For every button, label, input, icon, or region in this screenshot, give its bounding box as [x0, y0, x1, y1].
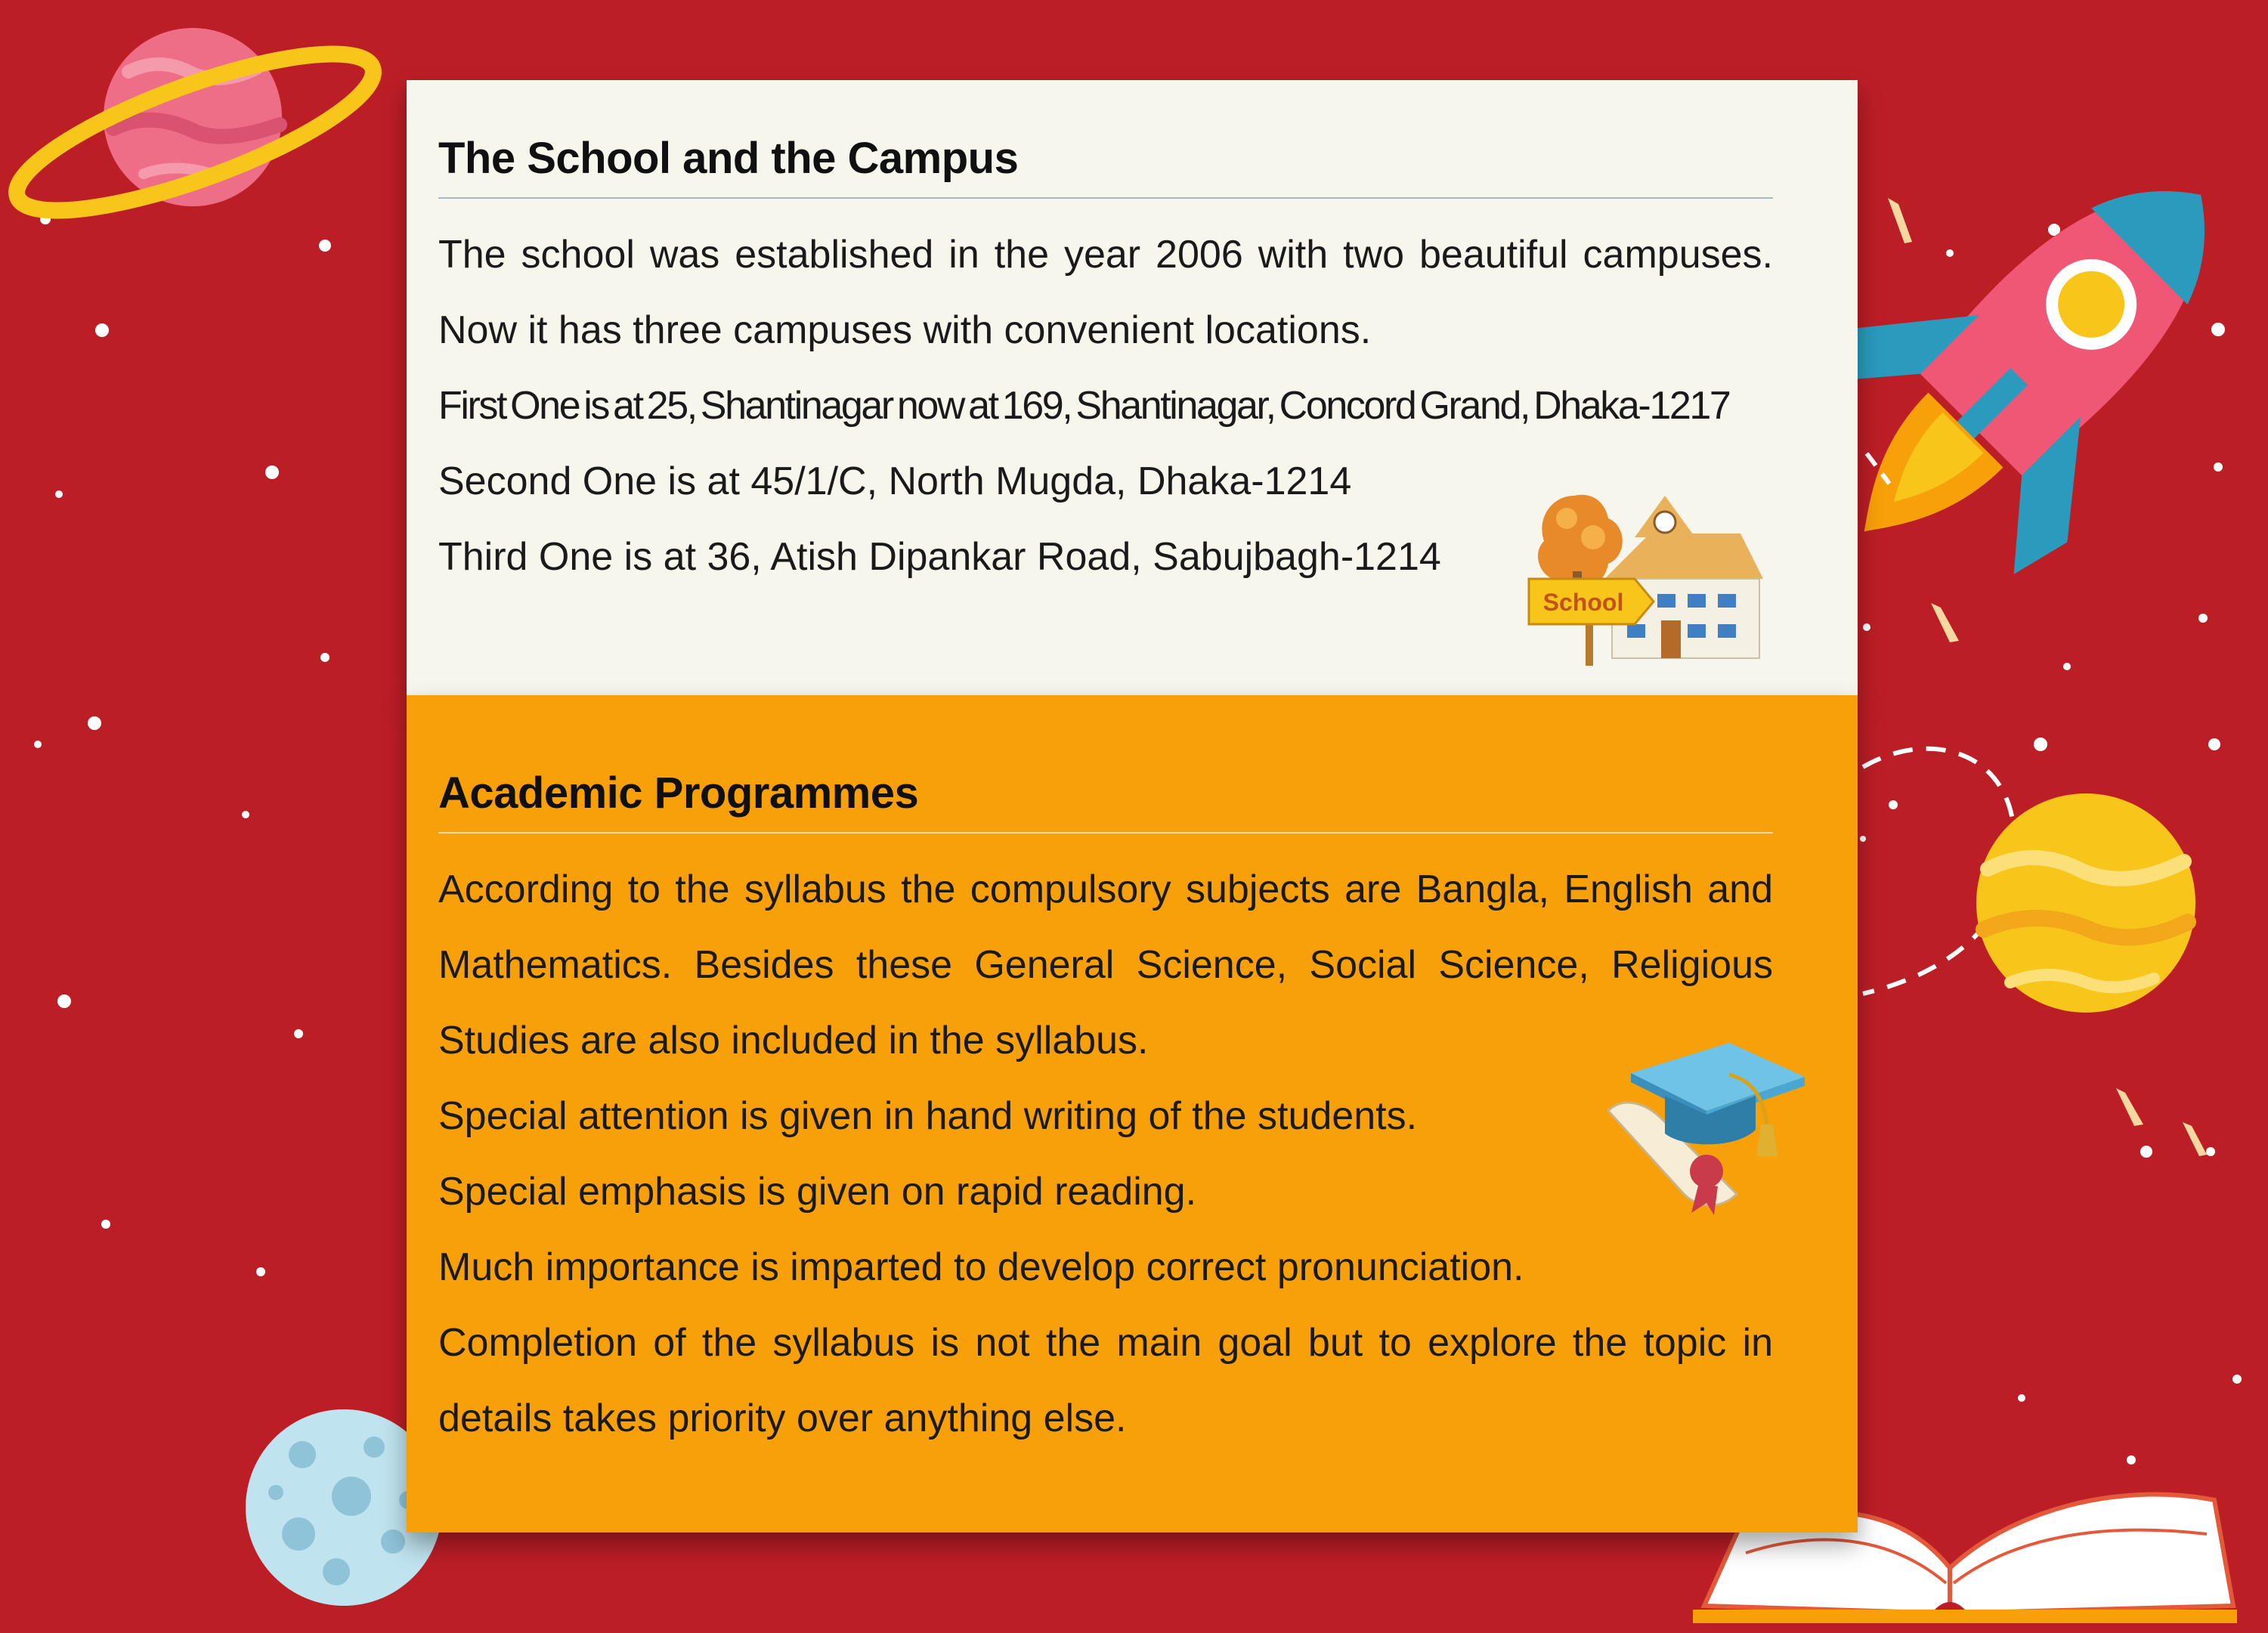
school-sign-text: School: [1542, 589, 1624, 616]
campus-card: [407, 80, 1858, 695]
campus-address-first: First One is at 25, Shantinagar now at 169, Shantinagar, Concord Grand, Dhaka-1217: [438, 384, 1730, 428]
academic-point-completion: Completion of the syllabus is not the main goal but to explore the topic in details takes priority over anything else.: [438, 1321, 1773, 1440]
academic-card: [407, 695, 1858, 1532]
school-building-icon: [1521, 465, 1771, 677]
syllabus-text: According to the syllabus the compulsory subjects are Bangla, English and Mathematics. Besides these General Science, Social Science, Religious Studies are also included in the syllabus.: [438, 868, 1773, 1062]
campus-address-second: Second One is at 45/1/C, North Mugda, Dhaka-1214: [438, 459, 1352, 503]
campus-intro: The school was established in the year 2006 with two beautiful campuses. Now it has three campuses with convenient locations.: [438, 233, 1773, 352]
academic-heading: Academic Programmes: [438, 768, 1773, 834]
campus-heading: The School and the Campus: [438, 133, 1773, 199]
ringed-planet-icon: [2, 23, 388, 241]
academic-point-reading: Special emphasis is given on rapid reading.: [438, 1170, 1197, 1214]
graduation-cap-icon: [1593, 1028, 1812, 1224]
yellow-planet-icon: [1976, 793, 2195, 1013]
academic-point-handwriting: Special attention is given in hand writing of the students.: [438, 1094, 1418, 1138]
academic-point-pronunciation: Much importance is imparted to develop correct pronunciation.: [438, 1245, 1524, 1289]
campus-address-third: Third One is at 36, Atish Dipankar Road, Sabujbagh-1214: [438, 535, 1441, 579]
